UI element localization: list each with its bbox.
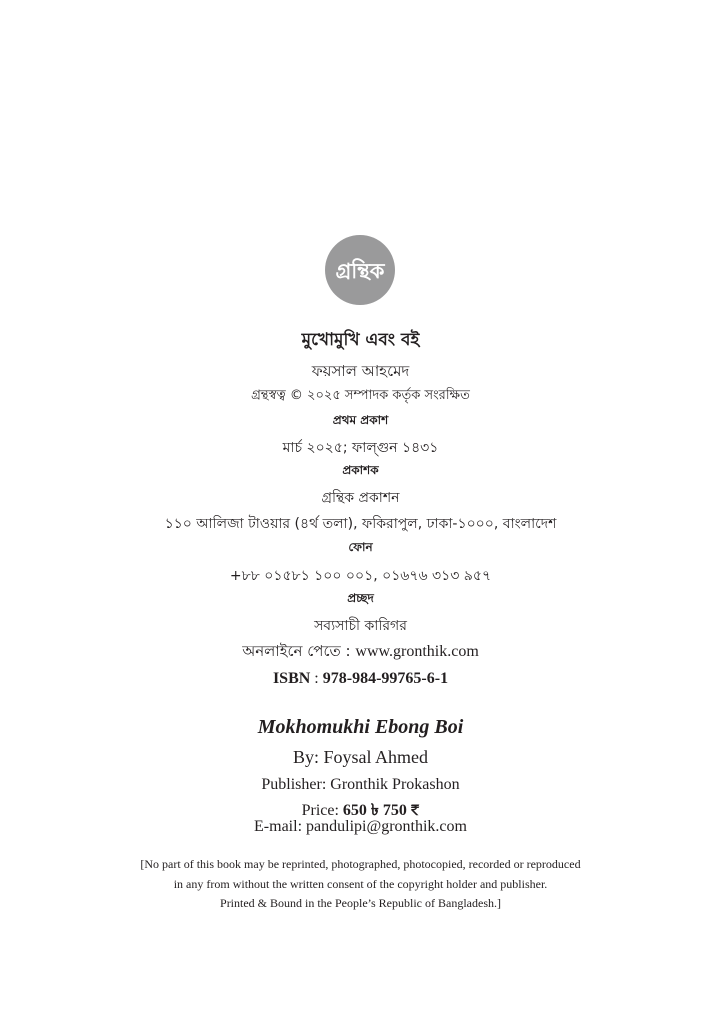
phone-label: ফোন: [348, 540, 373, 554]
cover-artist: সব্যসাচী কারিগর: [314, 618, 407, 634]
publisher-label: প্রকাশক: [342, 463, 379, 477]
author-bn: ফয়সাল আহমেদ: [311, 362, 410, 380]
phone-numbers: +৮৮ ০১৫৮১ ১০০ ০০১, ০১৬৭৬ ৩১৩ ৯৫৭: [229, 568, 492, 584]
logo-text: গ্রন্থিক: [335, 259, 385, 283]
author-en: By: Foysal Ahmed: [292, 747, 428, 767]
website-link[interactable]: www.gronthik.com: [355, 643, 479, 660]
isbn-value: 978-984-99765-6-1: [322, 670, 449, 687]
cover-label: প্রচ্ছদ: [347, 591, 374, 605]
online-label: অনলাইনে পেতে :: [242, 642, 351, 660]
first-edition-date: মার্চ ২০২৫; ফাল্গুন ১৪৩১: [282, 440, 439, 456]
book-title-en: Mokhomukhi Ebong Boi: [257, 716, 464, 738]
price-label: Price:: [301, 802, 339, 819]
notice-line-1: [No part of this book may be reprinted, photographed, photocopied, recorded or reproduced: [140, 857, 581, 871]
isbn-line: ISBN : 978-984-99765-6-1: [272, 670, 449, 687]
notice-line-2: in any from without the written consent of the copyright holder and publisher.: [173, 877, 548, 891]
address-bn: ১১০ আলিজা টাওয়ার (৪র্থ তলা), ফকিরাপুল, ঢাকা-১০০০, বাংলাদেশ: [164, 516, 557, 532]
online-line: [0, 640, 721, 665]
isbn-label: ISBN: [272, 670, 311, 687]
notice-line-3: Printed & Bound in the People’s Republic of Bangladesh.]: [220, 896, 501, 910]
email-line: E-mail: pandulipi@gronthik.com: [254, 818, 467, 835]
book-title-bn: মুখোমুখি এবং বই: [301, 330, 420, 350]
price-value: 650 ৳ 750 ₹: [342, 802, 420, 819]
gronthik-logo-icon: [324, 234, 396, 306]
publisher-bn: গ্রন্থিক প্রকাশন: [321, 490, 400, 506]
publisher-en: Publisher: Gronthik Prokashon: [261, 776, 460, 793]
copyright-bn: গ্রন্থস্বত্ব © ২০২৫ সম্পাদক কর্তৃক সংরক্ষিত: [251, 388, 470, 403]
first-edition-label: প্রথম প্রকাশ: [332, 413, 389, 427]
